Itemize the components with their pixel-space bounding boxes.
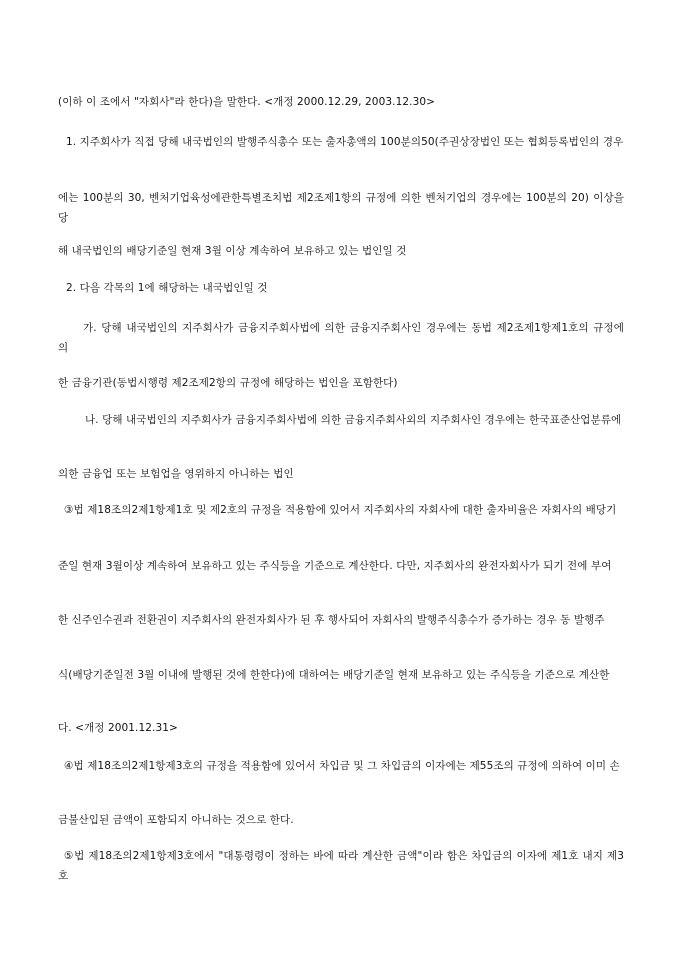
paragraph-subitem-na: 나. 당해 내국법인의 지주회사가 금융지주회사법에 의한 금융지주회사외의 지주회사인 경우에는 한국표준산업분류에 <box>85 414 622 426</box>
paragraph-clause-5: ⑤법 제18조의2제1항제3호에서 "대통령령이 정하는 바에 따라 계산한 금액"이라 함은 차입금의 이자에 제1호 내지 제3호 <box>58 850 624 882</box>
paragraph-clause-3-cont-a: 준일 현재 3월이상 계속하여 보유하고 있는 주식등을 기준으로 계산한다. 다만, 지주회사의 완전자회사가 되기 전에 부여 <box>58 560 612 572</box>
paragraph-item-1-cont-b: 해 내국법인의 배당기준일 현재 3월 이상 계속하여 보유하고 있는 법인일 것 <box>58 245 407 257</box>
paragraph-subsidiary-definition: (이하 이 조에서 "자회사"라 한다)을 말한다. <개정 2000.12.29, 2003.12.30> <box>58 96 436 108</box>
paragraph-item-2: 2. 다음 각목의 1에 해당하는 내국법인일 것 <box>66 282 268 294</box>
paragraph-clause-3-amendment: 다. <개정 2001.12.31> <box>58 722 178 734</box>
paragraph-subitem-ga: 가. 당해 내국법인의 지주회사가 금융지주회사법에 의한 금융지주회사인 경우에는 동법 제2조제1항제1호의 규정에 의 <box>58 322 624 354</box>
paragraph-subitem-na-cont: 의한 금융업 또는 보험업을 영위하지 아니하는 법인 <box>58 468 294 480</box>
paragraph-clause-3-cont-c: 식(배당기준일전 3월 이내에 발행된 것에 한한다)에 대하여는 배당기준일 현재 보유하고 있는 주식등을 기준으로 계산한 <box>58 669 610 681</box>
paragraph-item-1: 1. 지주회사가 직접 당해 내국법인의 발행주식총수 또는 출자총액의 100분의50(주권상장법인 또는 협회등록법인의 경우 <box>66 136 624 148</box>
paragraph-clause-4: ④법 제18조의2제1항제3호의 규정을 적용함에 있어서 차입금 및 그 차입금의 이자에는 제55조의 규정에 의하여 이미 손 <box>64 760 620 772</box>
paragraph-item-1-cont-a: 에는 100분의 30, 벤처기업육성에관한특별조치법 제2조제1항의 규정에 의한 벤처기업의 경우에는 100분의 20) 이상을 당 <box>58 192 624 224</box>
paragraph-clause-3: ③법 제18조의2제1항제1호 및 제2호의 규정을 적용함에 있어서 지주회사의 자회사에 대한 출자비율은 자회사의 배당기 <box>64 504 617 516</box>
paragraph-clause-4-cont: 금불산입된 금액이 포함되지 아니하는 것으로 한다. <box>58 814 294 826</box>
paragraph-clause-3-cont-b: 한 신주인수권과 전환권이 지주회사의 완전자회사가 된 후 행사되어 자회사의 발행주식총수가 증가하는 경우 동 발행주 <box>58 614 605 626</box>
paragraph-subitem-ga-cont: 한 금융기관(동법시행령 제2조제2항의 규정에 해당하는 법인을 포함한다) <box>58 377 398 389</box>
